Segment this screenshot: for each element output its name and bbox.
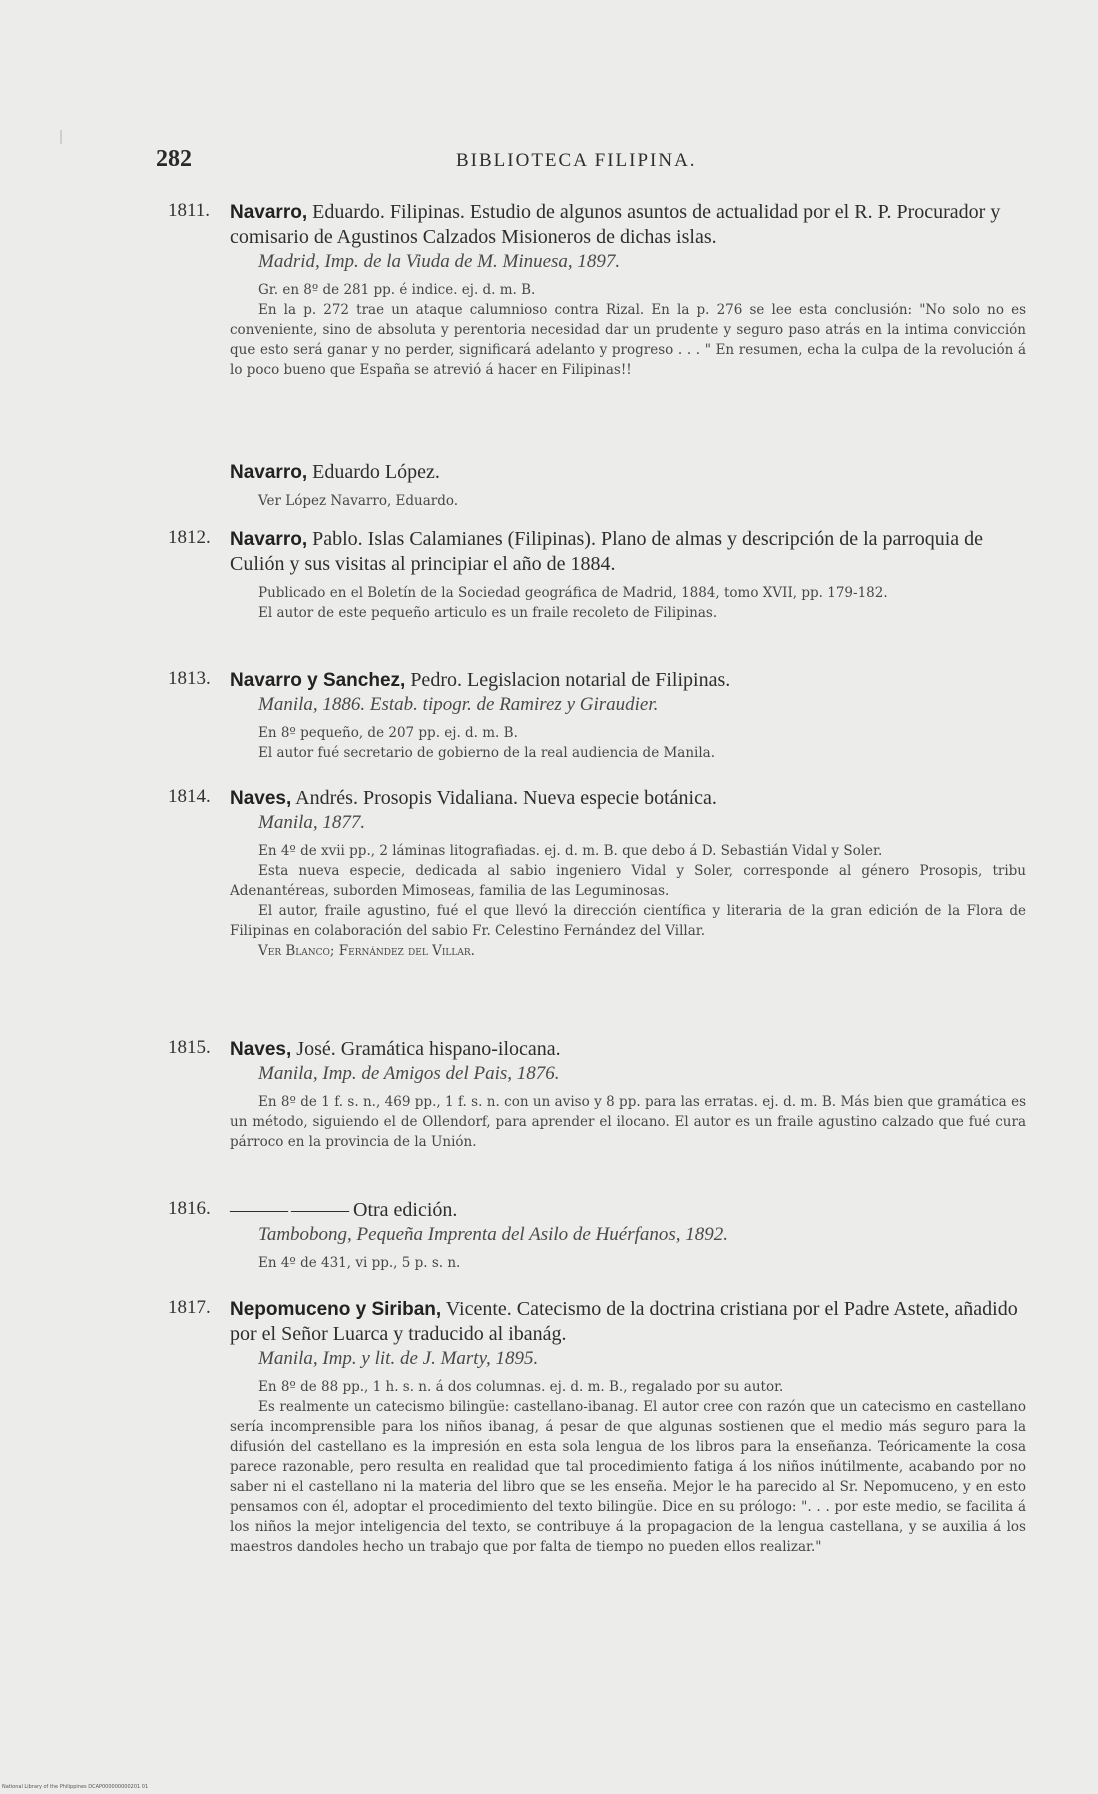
- entry-note: Ver Blanco; Fernández del Villar.: [258, 943, 475, 959]
- entry-title: Islas Calamianes (Filipinas). Plano de almas y descripción de la parroquia de Culión y sus visitas al principiar el año de 1884.: [230, 528, 984, 575]
- entry-number: 1812.: [168, 527, 211, 548]
- entry-note: Es realmente un catecismo bilingüe: castellano-ibanag. El autor cree con razón que un catecismo en castellano sería incomprensible para los niños ibanag, á pesar de que algunas sostienen que el medio más seguro para la difusión del castellano es la impresión en esta sola lengua de los libros para la enseñanza. Teóricamente la cosa parece razonable, pero resulta en realidad que tal procedimiento fatiga á los niños inútilmente, acabando por no saber ni el castellano ni la materia del libro que se les enseña. Mejor le ha parecido al Sr. Nepomuceno, y en esto pensamos con él, adoptar el procedimiento del texto bilingüe. Dice en su prólogo: ". . . por este medio, se facilita á los niños la mejor inteligencia del texto, se contribuye á la propagacion de la lengua castellana, y se auxilia á los maestros dandoles hecho un trabajo que por falta de tiempo no pueden ellos realizar.": [230, 1399, 1026, 1555]
- entry-title: Prosopis Vidaliana. Nueva especie botánica.: [357, 787, 717, 809]
- entry-notes: [230, 841, 1026, 961]
- entry-heading: [230, 527, 1026, 577]
- entry-1812: [168, 527, 1026, 623]
- entry-notes: [230, 723, 1026, 763]
- page-number: 282: [156, 146, 192, 172]
- entry-author-rest: Vicente.: [441, 1298, 512, 1320]
- entry-1814: [168, 786, 1026, 961]
- digitization-footer: National Library of the Philippines DCAP000000000201 01: [2, 1784, 149, 1790]
- entry-number: 1814.: [168, 786, 211, 807]
- entry-note: El autor fué secretario de gobierno de la real audiencia de Manila.: [258, 745, 716, 761]
- entry-notes: [230, 1092, 1026, 1152]
- entry-note: En 8º pequeño, de 207 pp. ej. d. m. B.: [258, 725, 518, 741]
- entry-number: 1817.: [168, 1297, 211, 1318]
- entry-notes: [230, 1253, 1026, 1273]
- entry-author: Nepomuceno y Siriban,: [230, 1299, 442, 1320]
- entry-cross-reference: [168, 460, 1026, 511]
- entry-notes: [230, 583, 1026, 623]
- entry-author-rest: José.: [291, 1038, 336, 1060]
- entry-heading: [230, 668, 1026, 693]
- entry-number: 1813.: [168, 668, 211, 689]
- entry-author: Navarro,: [230, 529, 308, 550]
- entry-author: Navarro y Sanchez,: [230, 670, 406, 691]
- entry-note: En 4º de 431, vi pp., 5 p. s. n.: [258, 1255, 461, 1271]
- entry-heading: [230, 1297, 1026, 1347]
- entry-imprint: Tambobong, Pequeña Imprenta del Asilo de Huérfanos, 1892.: [258, 1224, 729, 1245]
- entry-note: En 8º de 88 pp., 1 h. s. n. á dos columnas. ej. d. m. B., regalado por su autor.: [258, 1379, 784, 1395]
- entry-author-rest: Andrés.: [291, 787, 358, 809]
- entry-note: Ver López Navarro, Eduardo.: [258, 493, 459, 509]
- entry-author: Naves,: [230, 1039, 292, 1060]
- entry-note: En 8º de 1 f. s. n., 469 pp., 1 f. s. n. con un aviso y 8 pp. para las erratas. ej. d. m. B. Más bien que gramática es un método, siguiendo el de Ollendorf, para aprender el ilocano. El autor es un fraile agustino calzado que fué cura párroco en la provincia de la Unión.: [230, 1094, 1026, 1150]
- entry-heading: [230, 1198, 1026, 1223]
- entry-imprint: Manila, 1877.: [258, 812, 366, 833]
- entry-note: El autor, fraile agustino, fué el que llevó la dirección científica y literaria de la gran edición de la Flora de Filipinas en colaboración del sabio Fr. Celestino Fernández del Villar.: [230, 903, 1026, 939]
- entry-1813: [168, 668, 1026, 763]
- entry-heading: [230, 200, 1026, 250]
- entry-1815: [168, 1037, 1026, 1152]
- entry-title: Catecismo de la doctrina cristiana por el Padre Astete, añadido por el Señor Luarca y traducido al ibanág.: [230, 1298, 1018, 1345]
- entry-imprint: Madrid, Imp. de la Viuda de M. Minuesa, 1897.: [258, 251, 621, 272]
- entry-title: Gramática hispano-ilocana.: [335, 1038, 561, 1060]
- entry-title: Legislacion notarial de Filipinas.: [461, 669, 731, 691]
- entry-number: 1816.: [168, 1198, 211, 1219]
- entry-number: 1815.: [168, 1037, 211, 1058]
- entry-heading: [230, 786, 1026, 811]
- entry-1811: [168, 200, 1026, 380]
- entry-title: Otra edición.: [348, 1199, 458, 1221]
- running-title: BIBLIOTECA FILIPINA.: [456, 150, 697, 171]
- entry-author-rest: Pablo.: [307, 528, 363, 550]
- entry-imprint: Manila, Imp. de Amigos del Pais, 1876.: [258, 1063, 560, 1084]
- entry-notes: [230, 280, 1026, 380]
- entry-title: Filipinas. Estudio de algunos asuntos de actualidad por el R. P. Procurador y comisario de Agustinos Calzados Misioneros de dichas islas.: [230, 201, 1001, 248]
- entry-author-rest: Pedro.: [405, 669, 462, 691]
- entry-note: El autor de este pequeño articulo es un fraile recoleto de Filipinas.: [258, 605, 718, 621]
- entry-author-rest: Eduardo López.: [307, 461, 440, 483]
- entry-note: Esta nueva especie, dedicada al sabio ingeniero Vidal y Soler, corresponde al género Prosopis, tribu Adenantéreas, suborden Mimoseas, familia de las Leguminosas.: [230, 863, 1026, 899]
- scan-speck: [60, 130, 62, 144]
- entry-note: Gr. en 8º de 281 pp. é indice. ej. d. m. B.: [258, 282, 536, 298]
- entry-author: Naves,: [230, 788, 292, 809]
- entry-1816: [168, 1198, 1026, 1273]
- entry-author: Navarro,: [230, 462, 308, 483]
- entry-heading: [230, 460, 1026, 485]
- entry-note: En la p. 272 trae un ataque calumnioso contra Rizal. En la p. 276 se lee esta conclusión: "No solo no es conveniente, sino de absoluta y perentoria necesidad dar un prudente y seguro paso atrás en la intima convicción que esto será ganar y no perder, significará adelanto y progreso . . . " En resumen, echa la culpa de la revolución á lo poco bueno que España se atrevió á hacer en Filipinas!!: [230, 302, 1026, 378]
- entry-number: 1811.: [168, 200, 211, 221]
- entry-notes: [230, 491, 1026, 511]
- entry-heading: [230, 1037, 1026, 1062]
- entry-note: Publicado en el Boletín de la Sociedad geográfica de Madrid, 1884, tomo XVII, pp. 179-182.: [258, 585, 888, 601]
- entry-author: ——— ———: [230, 1199, 348, 1221]
- entry-note: En 4º de xvii pp., 2 láminas litografiadas. ej. d. m. B. que debo á D. Sebastián Vidal y Soler.: [258, 843, 883, 859]
- entry-imprint: Manila, Imp. y lit. de J. Marty, 1895.: [258, 1348, 539, 1369]
- entry-imprint: Manila, 1886. Estab. tipogr. de Ramirez y Giraudier.: [258, 694, 659, 715]
- entry-author: Navarro,: [230, 202, 308, 223]
- running-head: [156, 146, 1026, 176]
- entry-notes: [230, 1377, 1026, 1557]
- entry-1817: [168, 1297, 1026, 1557]
- entry-author-rest: Eduardo.: [307, 201, 385, 223]
